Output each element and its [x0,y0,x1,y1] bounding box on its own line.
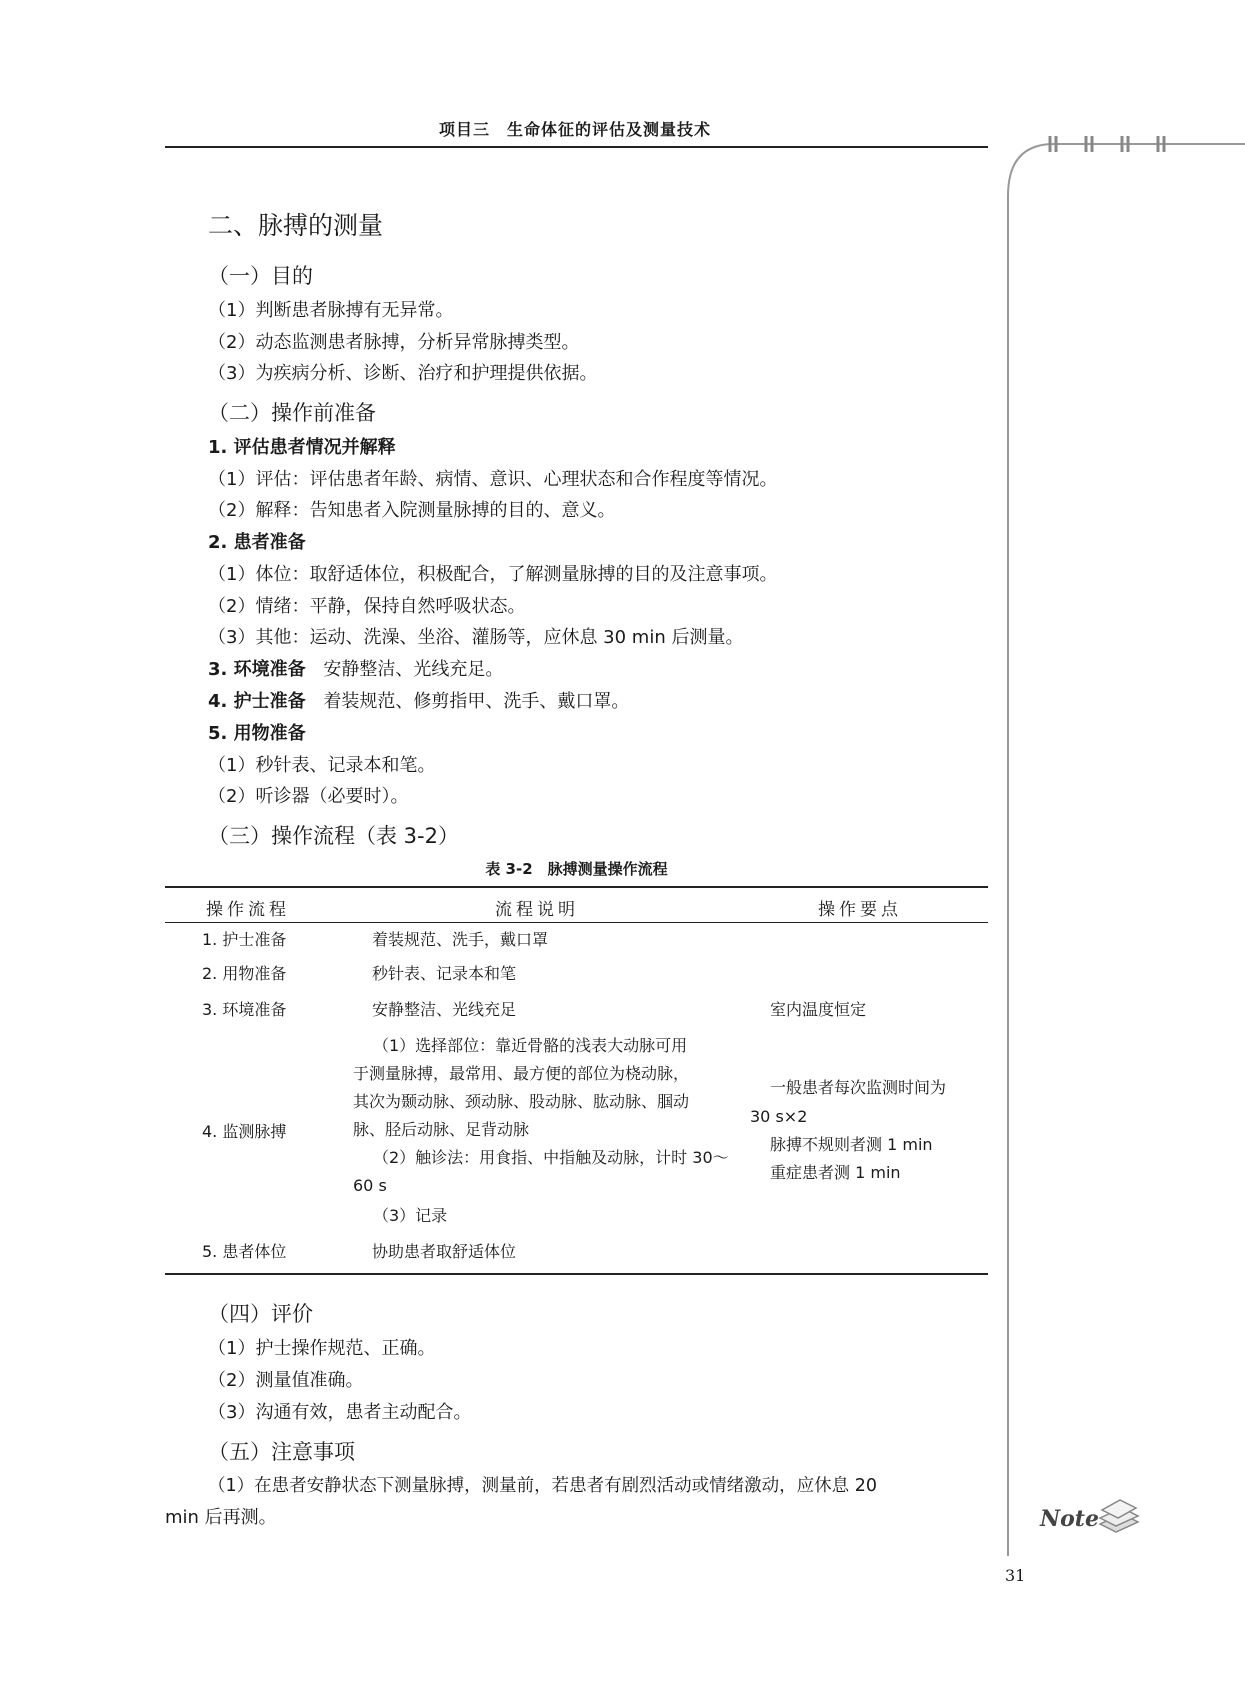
subheading-preparation: （二）操作前准备 [208,401,376,425]
prep-group-1-title: 1. 评估患者情况并解释 [208,437,396,458]
prep-group-5-title: 5. 用物准备 [208,723,306,744]
note-book-icon [1096,1494,1140,1534]
table-row-5-description: 协助患者取舒适体位 [372,1242,517,1261]
table-row-5-step: 5. 患者体位 [202,1242,287,1261]
prep-group-5-item-2: （2）听诊器（必要时）。 [208,786,409,807]
table-top-rule [165,886,988,888]
table-row-4-description-line-6: 60 s [353,1176,387,1195]
prep-group-2-item-2: （2）情绪：平静，保持自然呼吸状态。 [208,596,526,617]
table-header-description: 流程说明 [495,900,579,920]
purpose-item-3: （3）为疾病分析、诊断、治疗和护理提供依据。 [208,363,598,384]
purpose-item-2: （2）动态监测患者脉搏，分析异常脉搏类型。 [208,332,580,353]
section-title: 二、脉搏的测量 [208,211,384,240]
prep-group-3-text: 安静整洁、光线充足。 [323,659,504,680]
table-header-key-points: 操作要点 [818,900,902,920]
table-row-2-description: 秒针表、记录本和笔 [372,964,517,983]
subheading-evaluation: （四）评价 [208,1302,313,1326]
table-row-4-key-point-1: 一般患者每次监测时间为 [770,1078,947,1097]
evaluation-item-3: （3）沟通有效，患者主动配合。 [208,1402,472,1423]
table-row-4-key-point-2: 30 s×2 [750,1107,808,1126]
header-rule [165,146,988,148]
purpose-item-1: （1）判断患者脉搏有无异常。 [208,300,454,321]
prep-group-3 [208,658,503,682]
prep-group-3-title: 3. 环境准备 [208,659,306,680]
page-number: 31 [1005,1566,1026,1585]
margin-decoration [1006,136,1245,1556]
note-label: Note [1040,1506,1099,1532]
prep-group-2-item-3: （3）其他：运动、洗澡、坐浴、灌肠等，应休息 30 min 后测量。 [208,627,744,648]
prep-group-5-item-1: （1）秒针表、记录本和笔。 [208,755,436,776]
table-row-4-description-line-1: （1）选择部位：靠近骨骼的浅表大动脉可用 [373,1036,688,1055]
table-row-4-description-line-7: （3）记录 [373,1206,448,1225]
table-row-4-description-line-3: 其次为颞动脉、颈动脉、股动脉、肱动脉、腘动 [353,1092,690,1111]
subheading-purpose: （一）目的 [208,264,313,288]
table-row-4-key-point-3: 脉搏不规则者测 1 min [770,1135,933,1154]
table-row-1-description: 着装规范、洗手，戴口罩 [372,930,549,949]
table-row-2-step: 2. 用物准备 [202,964,287,983]
table-title: 表 3-2 脉搏测量操作流程 [485,860,668,878]
prep-group-2-title: 2. 患者准备 [208,532,306,553]
subheading-procedure: （三）操作流程（表 3-2） [208,824,459,848]
table-row-1-step: 1. 护士准备 [202,930,287,949]
table-row-3-step: 3. 环境准备 [202,1000,287,1019]
prep-group-1-item-2: （2）解释：告知患者入院测量脉搏的目的、意义。 [208,500,616,521]
prep-group-4-title: 4. 护士准备 [208,691,306,712]
prep-group-2-item-1: （1）体位：取舒适体位，积极配合，了解测量脉搏的目的及注意事项。 [208,564,778,585]
table-row-3-description: 安静整洁、光线充足 [372,1000,517,1019]
evaluation-item-1: （1）护士操作规范、正确。 [208,1338,436,1359]
subheading-precautions: （五）注意事项 [208,1440,355,1464]
table-header-rule [165,922,988,923]
table-bottom-rule [165,1273,988,1275]
precaution-item-1-line-1: （1）在患者安静状态下测量脉搏，测量前，若患者有剧烈活动或情绪激动，应休息 20 [208,1476,877,1496]
table-row-4-step: 4. 监测脉搏 [202,1122,287,1141]
table-row-3-key-point: 室内温度恒定 [770,1000,867,1019]
table-row-4-description-line-5: （2）触诊法：用食指、中指触及动脉，计时 30～ [373,1148,729,1167]
precaution-item-1-line-2: min 后再测。 [165,1507,277,1528]
table-row-4-description-line-4: 脉、胫后动脉、足背动脉 [353,1120,530,1139]
prep-group-4 [208,690,629,714]
table-row-4-key-point-4: 重症患者测 1 min [770,1163,901,1182]
prep-group-1-item-1: （1）评估：评估患者年龄、病情、意识、心理状态和合作程度等情况。 [208,469,778,490]
table-header-step: 操作流程 [206,900,290,920]
evaluation-item-2: （2）测量值准确。 [208,1370,364,1391]
table-row-4-description-line-2: 于测量脉搏，最常用、最方便的部位为桡动脉， [353,1064,690,1083]
running-head: 项目三 生命体征的评估及测量技术 [438,120,711,139]
prep-group-4-text: 着装规范、修剪指甲、洗手、戴口罩。 [323,691,630,712]
